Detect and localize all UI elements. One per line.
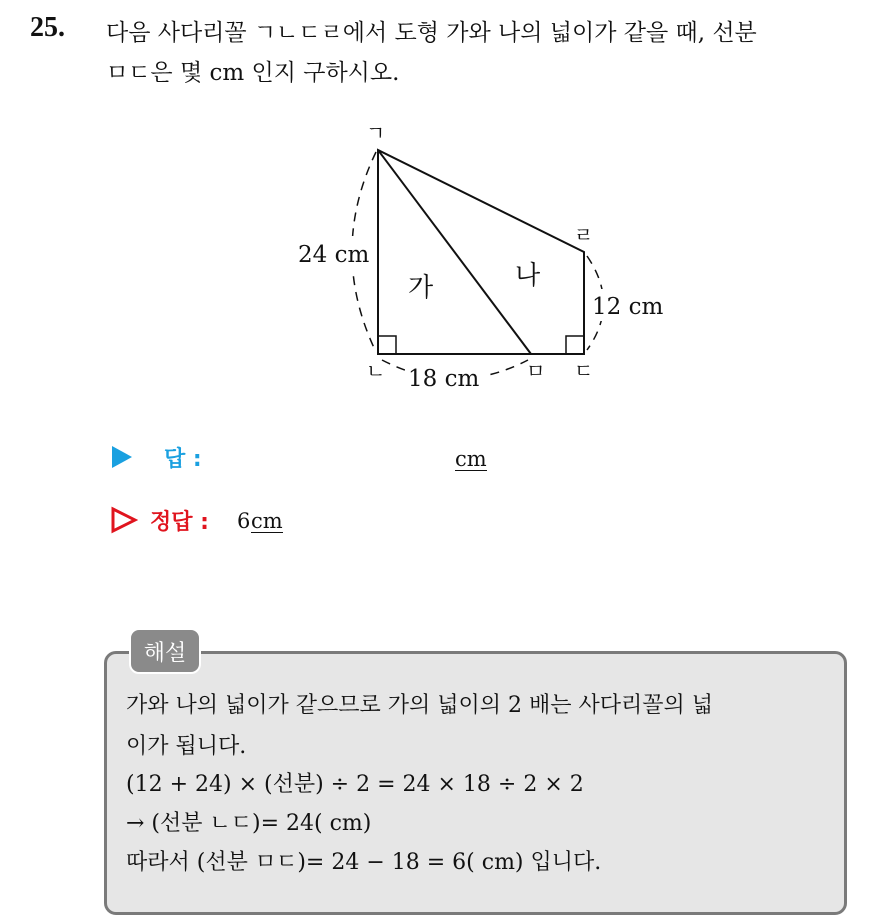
vertex-label-d: ㄷ <box>574 359 594 383</box>
trapezoid-outline <box>378 150 584 354</box>
region-label-na: 나 <box>515 261 541 291</box>
correct-answer-unit: cm <box>251 509 283 533</box>
vertex-label-r: ㄹ <box>574 223 594 247</box>
right-angle-mark-d <box>566 336 584 354</box>
correct-answer-label: 정답 : <box>150 509 209 535</box>
outline-triangle-icon <box>110 506 138 534</box>
answer-row <box>110 440 202 474</box>
correct-answer-row <box>110 503 209 537</box>
vertex-label-g: ㄱ <box>366 121 386 145</box>
solution-line: 따라서 (선분 ㅁㄷ)= 24 − 18 = 6( cm) 입니다. <box>126 850 602 875</box>
vertex-label-n: ㄴ <box>366 359 386 383</box>
correct-answer-value: 6 <box>237 509 251 533</box>
question-number: 25. <box>30 12 65 43</box>
solution-tab: 해설 <box>129 628 201 674</box>
solution-line: (12 + 24) × (선분) ÷ 2 = 24 × 18 ÷ 2 × 2 <box>126 772 584 797</box>
question-text-line-2: ㅁㄷ은 몇 cm 인지 구하시오. <box>106 60 400 86</box>
filled-triangle-icon <box>110 444 134 470</box>
right-angle-mark-n <box>378 336 396 354</box>
segment-g-m <box>378 150 531 354</box>
vertex-label-m: ㅁ <box>526 359 546 383</box>
length-label-left: 24 cm <box>298 242 370 268</box>
answer-unit-blank[interactable]: cm <box>455 447 487 471</box>
solution-line: → (선분 ㄴㄷ)= 24( cm) <box>126 811 372 836</box>
length-label-bottom: 18 cm <box>408 366 480 392</box>
region-label-ga: 가 <box>408 273 434 303</box>
solution-line: 가와 나의 넓이가 같으므로 가의 넓이의 2 배는 사다리꼴의 넓 <box>126 693 713 718</box>
length-label-right: 12 cm <box>592 294 664 320</box>
answer-label: 답 : <box>164 446 202 472</box>
solution-line: 이가 됩니다. <box>126 734 247 759</box>
question-text-line-1: 다음 사다리꼴 ㄱㄴㄷㄹ에서 도형 가와 나의 넓이가 같을 때, 선분 <box>106 20 757 46</box>
